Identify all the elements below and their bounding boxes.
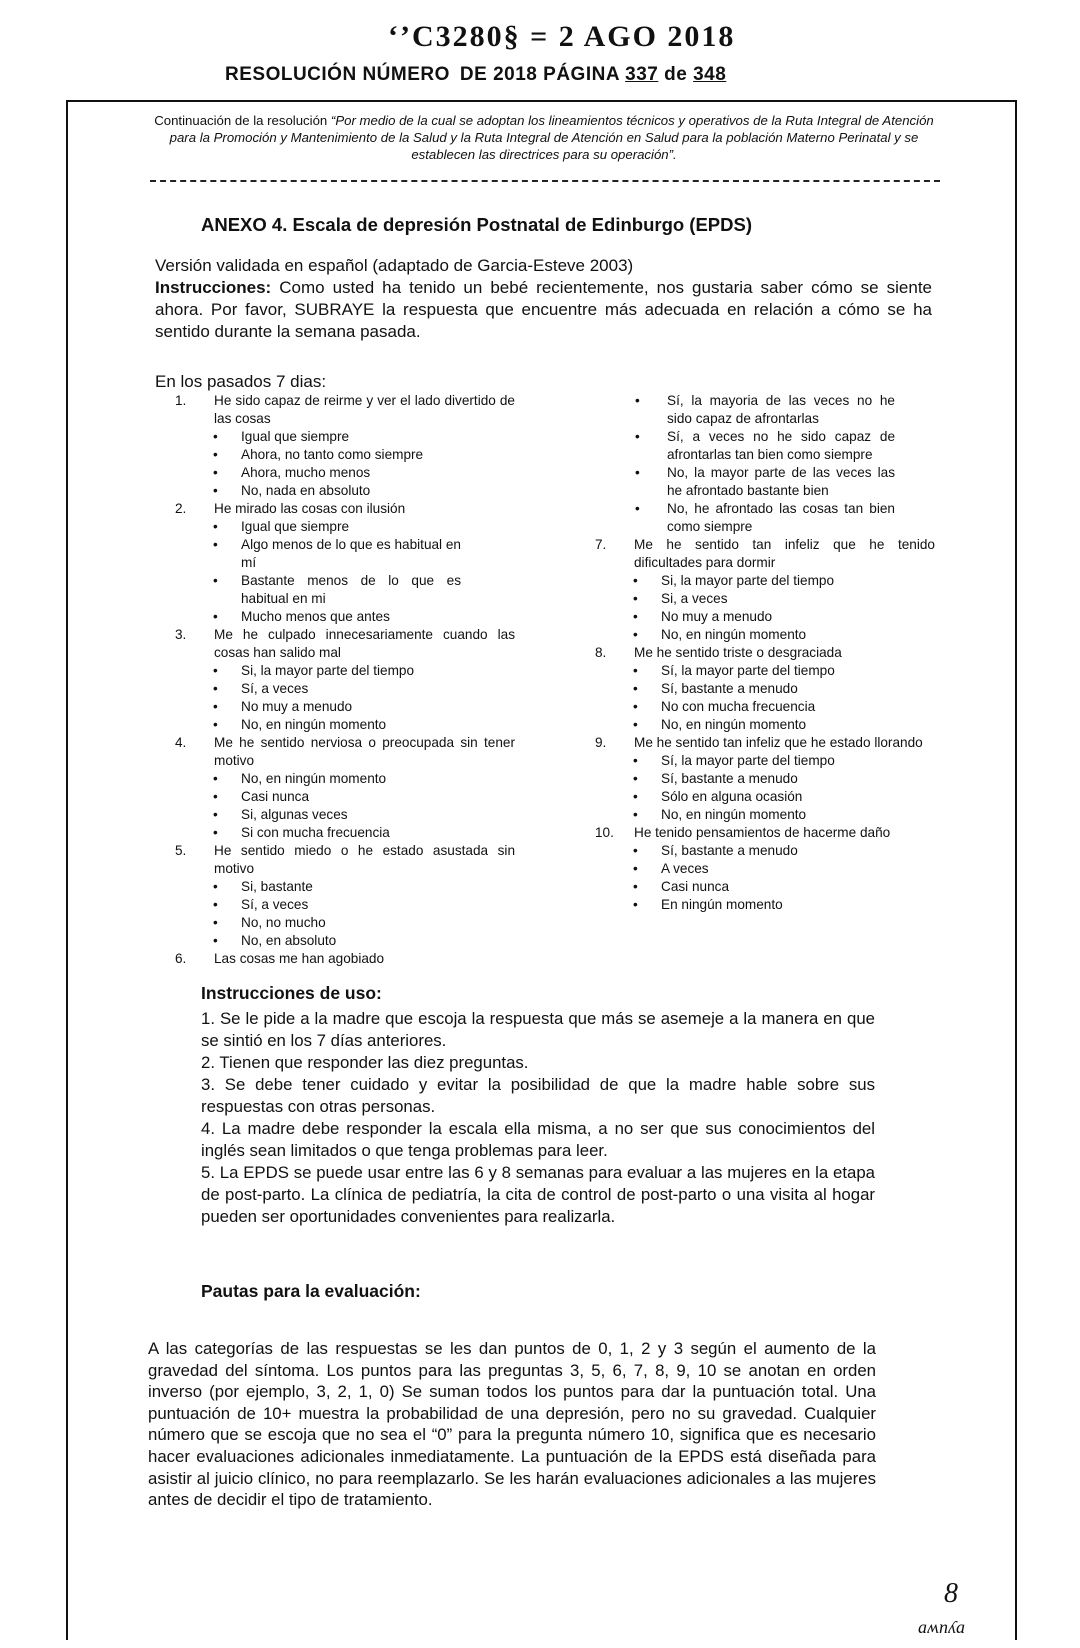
usage-list (201, 1008, 875, 1228)
question-number: 7. (595, 537, 607, 552)
version-text: Versión validada en español (adaptado de Garcia-Esteve 2003) (155, 256, 634, 275)
answer-option: • Sí, la mayor parte del tiempo (595, 662, 935, 680)
answer-option: • Sí, a veces no he sido capaz de afrontarlas tan bien como siempre (595, 428, 895, 464)
annex-title: ANEXO 4. Escala de depresión Postnatal de Edinburgo (EPDS) (201, 214, 753, 235)
pagina-label: PÁGINA (543, 64, 620, 85)
usage-item: 4. La madre debe responder la escala ella misma, a no ser que sus conocimientos del inglés sean limitados o que tenga problemas para leer. (201, 1119, 875, 1160)
answer-option: • Casi nunca (175, 788, 461, 806)
answer-option: • Sí, la mayoria de las veces no he sido capaz de afrontarlas (595, 392, 895, 428)
question-text: Las cosas me han agobiado (214, 951, 385, 966)
guidelines-title: Pautas para la evaluación: (201, 1281, 421, 1301)
answer-options (175, 518, 515, 626)
resolucion-label: RESOLUCIÓN NÚMERO (225, 64, 450, 85)
usage-item: 3. Se debe tener cuidado y evitar la posibilidad de que la madre hable sobre sus respuestas con otras personas. (201, 1075, 875, 1116)
answer-option: • En ningún momento (595, 896, 935, 914)
answer-option: • No, no mucho (175, 914, 461, 932)
question-item (595, 734, 935, 752)
answer-options (595, 842, 935, 914)
answer-options (595, 662, 935, 734)
question-text: He sentido miedo o he estado asustada sin motivo (214, 843, 515, 876)
question-number: 2. (175, 501, 187, 516)
page-total: 348 (693, 64, 727, 85)
instructions-body: Como usted ha tenido un bebé recientemente, nos gustaria saber cómo se siente ahora. Por favor, SUBRAYE la respuesta que encuentre más adecuada en relación a cómo se ha sentido durante la semana pasada. (155, 278, 932, 341)
question-text: Me he sentido triste o desgraciada (634, 645, 842, 660)
dashed-divider (150, 180, 940, 182)
past-days-label: En los pasados 7 dias: (155, 372, 327, 391)
question-number: 4. (175, 735, 187, 750)
answer-option: • Si, la mayor parte del tiempo (175, 662, 461, 680)
questions-left-column (175, 392, 515, 968)
answer-option: • Ahora, mucho menos (175, 464, 461, 482)
answer-options (175, 662, 515, 734)
answer-option: • No, en ningún momento (595, 806, 935, 824)
answer-option: • Sí, bastante a menudo (595, 770, 935, 788)
answer-option: • Si con mucha frecuencia (175, 824, 461, 842)
answer-option: • No, he afrontado las cosas tan bien como siempre (595, 500, 895, 536)
answer-options (175, 428, 515, 500)
answer-option: • A veces (595, 860, 935, 878)
answer-option: • No, la mayor parte de las veces las he afrontado bastante bien (595, 464, 895, 500)
answer-option: • No, en absoluto (175, 932, 461, 950)
question-number: 1. (175, 393, 187, 408)
answer-option: • Si, a veces (595, 590, 935, 608)
handwritten-page-number: 8 (944, 1578, 958, 1609)
question-number: 8. (595, 645, 607, 660)
question-number: 5. (175, 843, 187, 858)
question-item (175, 734, 515, 770)
question-item (595, 536, 935, 572)
question-number: 9. (595, 735, 607, 750)
answer-option: • No, en ningún momento (595, 716, 935, 734)
usage-item: 2. Tienen que responder las diez preguntas. (201, 1053, 529, 1072)
answer-option: • Sí, a veces (175, 896, 461, 914)
answer-option: • Bastante menos de lo que es habitual en mi (175, 572, 461, 608)
question-item (595, 644, 935, 662)
question-text: Me he sentido nerviosa o preocupada sin tener motivo (214, 735, 515, 768)
answer-option: • Mucho menos que antes (175, 608, 461, 626)
question-item (175, 842, 515, 878)
signature: aʍnʎa (918, 1617, 965, 1637)
answer-option: • No muy a menudo (595, 608, 935, 626)
answer-option: • Si, algunas veces (175, 806, 461, 824)
answer-option: • Si, la mayor parte del tiempo (595, 572, 935, 590)
continuation-quote: “Por medio de la cual se adoptan los lineamientos técnicos y operativos de la Ruta Integral de Atención para la Promoción y Mantenimiento de la Salud y la Ruta Integral de Atención en Salud para la población Materno Perinatal y se establecen las directrices para su operación”. (169, 113, 934, 162)
question-text: He mirado las cosas con ilusión (214, 501, 406, 516)
answer-option: • Sí, bastante a menudo (595, 842, 935, 860)
usage-item: 5. La EPDS se puede usar entre las 6 y 8 semanas para evaluar a las mujeres en la etapa de post-parto. La clínica de pediatría, la cita de control de post-parto o una visita al hogar pueden ser oportunidades convenientes para realizarla. (201, 1163, 875, 1226)
question-text: Me he culpado innecesariamente cuando las cosas han salido mal (214, 627, 515, 660)
question-text: Me he sentido tan infeliz que he tenido dificultades para dormir (634, 537, 935, 570)
question-number: 6. (175, 951, 187, 966)
instructions-text (155, 277, 932, 343)
question-item (175, 626, 515, 662)
question-item (175, 950, 515, 968)
answer-options (595, 572, 935, 644)
answer-option: • Sí, a veces (175, 680, 461, 698)
answer-option: • Ahora, no tanto como siempre (175, 446, 461, 464)
answer-option: • Igual que siempre (175, 428, 461, 446)
answer-options (595, 752, 935, 824)
questions-right-column (595, 392, 935, 914)
continuation-prefix: Continuación de la resolución (154, 113, 331, 128)
question-text: He sido capaz de reirme y ver el lado divertido de las cosas (214, 393, 515, 426)
page-current: 337 (625, 64, 659, 85)
answer-option: • Si, bastante (175, 878, 461, 896)
answer-option: • Algo menos de lo que es habitual en mí (175, 536, 461, 572)
question-item (595, 824, 935, 842)
date-stamp: ‘’C3280§ = 2 AGO 2018 (388, 20, 736, 53)
q6-answer-options (595, 392, 935, 536)
usage-title: Instrucciones de uso: (201, 983, 382, 1003)
answer-option: • Igual que siempre (175, 518, 461, 536)
answer-option: • No con mucha frecuencia (595, 698, 935, 716)
question-text: He tenido pensamientos de hacerme daño (634, 825, 891, 840)
answer-option: • No muy a menudo (175, 698, 461, 716)
intro-paragraph (155, 255, 932, 343)
answer-option: • No, en ningún momento (175, 770, 461, 788)
question-number: 10. (595, 825, 614, 840)
answer-option: • No, en ningún momento (595, 626, 935, 644)
answer-option: • Sí, bastante a menudo (595, 680, 935, 698)
resolution-header (225, 64, 726, 86)
answer-option: • Casi nunca (595, 878, 935, 896)
de-label: de (664, 64, 688, 85)
instructions-label: Instrucciones: (155, 278, 272, 297)
usage-item: 1. Se le pide a la madre que escoja la respuesta que más se asemeje a la manera en que se sintió en los 7 días anteriores. (201, 1009, 875, 1050)
answer-option: • No, nada en absoluto (175, 482, 461, 500)
answer-option: • Sí, la mayor parte del tiempo (595, 752, 935, 770)
answer-option: • No, en ningún momento (175, 716, 461, 734)
question-item (175, 392, 515, 428)
question-item (175, 500, 515, 518)
resolucion-year: DE 2018 (459, 64, 538, 85)
question-number: 3. (175, 627, 187, 642)
answer-options (175, 770, 515, 842)
question-text: Me he sentido tan infeliz que he estado llorando (634, 735, 923, 750)
guidelines-text: A las categorías de las respuestas se les dan puntos de 0, 1, 2 y 3 según el aumento de la gravedad del síntoma. Los puntos para las preguntas 3, 5, 6, 7, 8, 9, 10 se anotan en orden inverso (por ejemplo, 3, 2, 1, 0) Se suman todos los puntos para dar la puntuación total. Una puntuación de 10+ muestra la probabilidad de una depresión, pero no su gravedad. Cualquier número que se escoja que no sea el “0” para la pregunta número 10, significa que es necesario hacer evaluaciones adicionales inmediatamente. La puntuación de la EPDS está diseñada para asistir al juicio clínico, no para reemplazarlo. Se les harán evaluaciones adicionales a las mujeres antes de decidir el tipo de tratamiento. (148, 1339, 876, 1510)
frame-left (66, 100, 68, 1640)
answer-option: • Sólo en alguna ocasión (595, 788, 935, 806)
continuation-note (140, 112, 948, 163)
answer-options (175, 878, 515, 950)
frame-top (66, 100, 1017, 102)
frame-right (1015, 100, 1017, 1640)
